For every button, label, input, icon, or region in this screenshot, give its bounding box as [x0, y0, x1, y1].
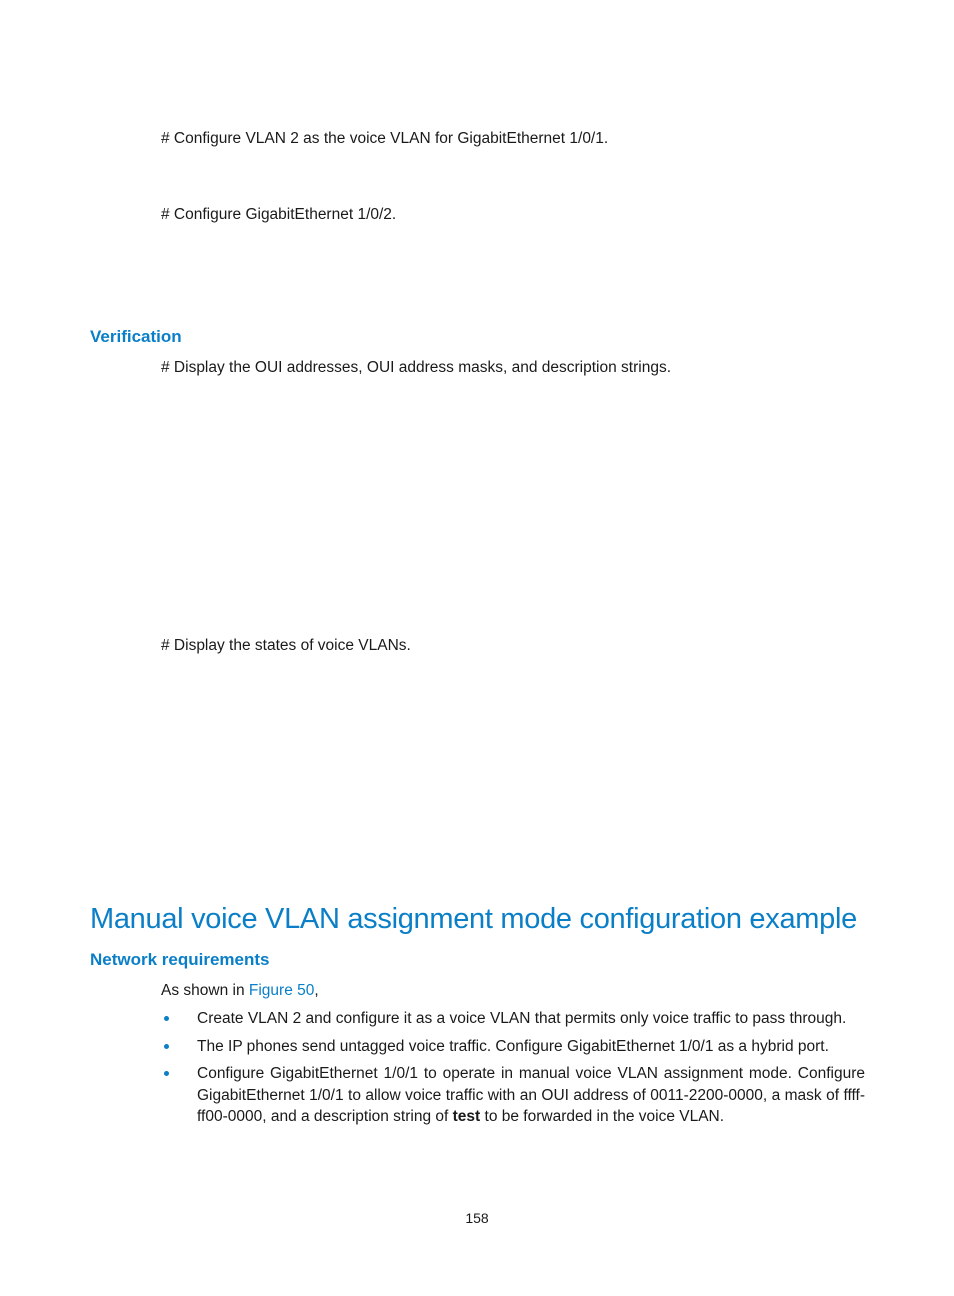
- intro-paragraph: [161, 981, 319, 1001]
- bullet-3-text-after: to be forwarded in the voice VLAN.: [480, 1108, 725, 1125]
- bullet-dot-icon: [164, 1071, 169, 1076]
- page-number: 158: [465, 1210, 489, 1226]
- bullet-3-text-before: Configure GigabitEthernet 1/0/1 to operate in manual voice VLAN assignment mode. Configure GigabitEthernet 1/0/1 to allow voice traffic with an OUI address of 0011-2200-0000, a mask of ffff-ff00-0000, and a description string of: [197, 1065, 865, 1125]
- paragraph-display-oui: # Display the OUI addresses, OUI address masks, and description strings.: [161, 359, 671, 376]
- bullet-dot-icon: [164, 1016, 169, 1021]
- figure-50-link[interactable]: Figure 50: [248, 982, 315, 999]
- bullet-dot-icon: [164, 1044, 169, 1049]
- bullet-item-3: [197, 1063, 865, 1128]
- paragraph-configure-ge102: # Configure GigabitEthernet 1/0/2.: [161, 206, 397, 223]
- bullet-item-1: Create VLAN 2 and configure it as a voice VLAN that permits only voice traffic to pass through.: [197, 1010, 847, 1027]
- heading-verification: Verification: [90, 327, 182, 346]
- section-title: Manual voice VLAN assignment mode configuration example: [90, 903, 857, 935]
- bullet-3-bold-term: test: [452, 1108, 481, 1125]
- heading-network-requirements: Network requirements: [90, 950, 270, 969]
- paragraph-display-states: # Display the states of voice VLANs.: [161, 637, 411, 654]
- paragraph-configure-vlan2: # Configure VLAN 2 as the voice VLAN for GigabitEthernet 1/0/1.: [161, 130, 609, 147]
- bullet-item-2: The IP phones send untagged voice traffic. Configure GigabitEthernet 1/0/1 as a hybrid port.: [197, 1038, 829, 1055]
- intro-prefix: As shown in: [161, 982, 249, 999]
- intro-suffix: ,: [314, 982, 319, 999]
